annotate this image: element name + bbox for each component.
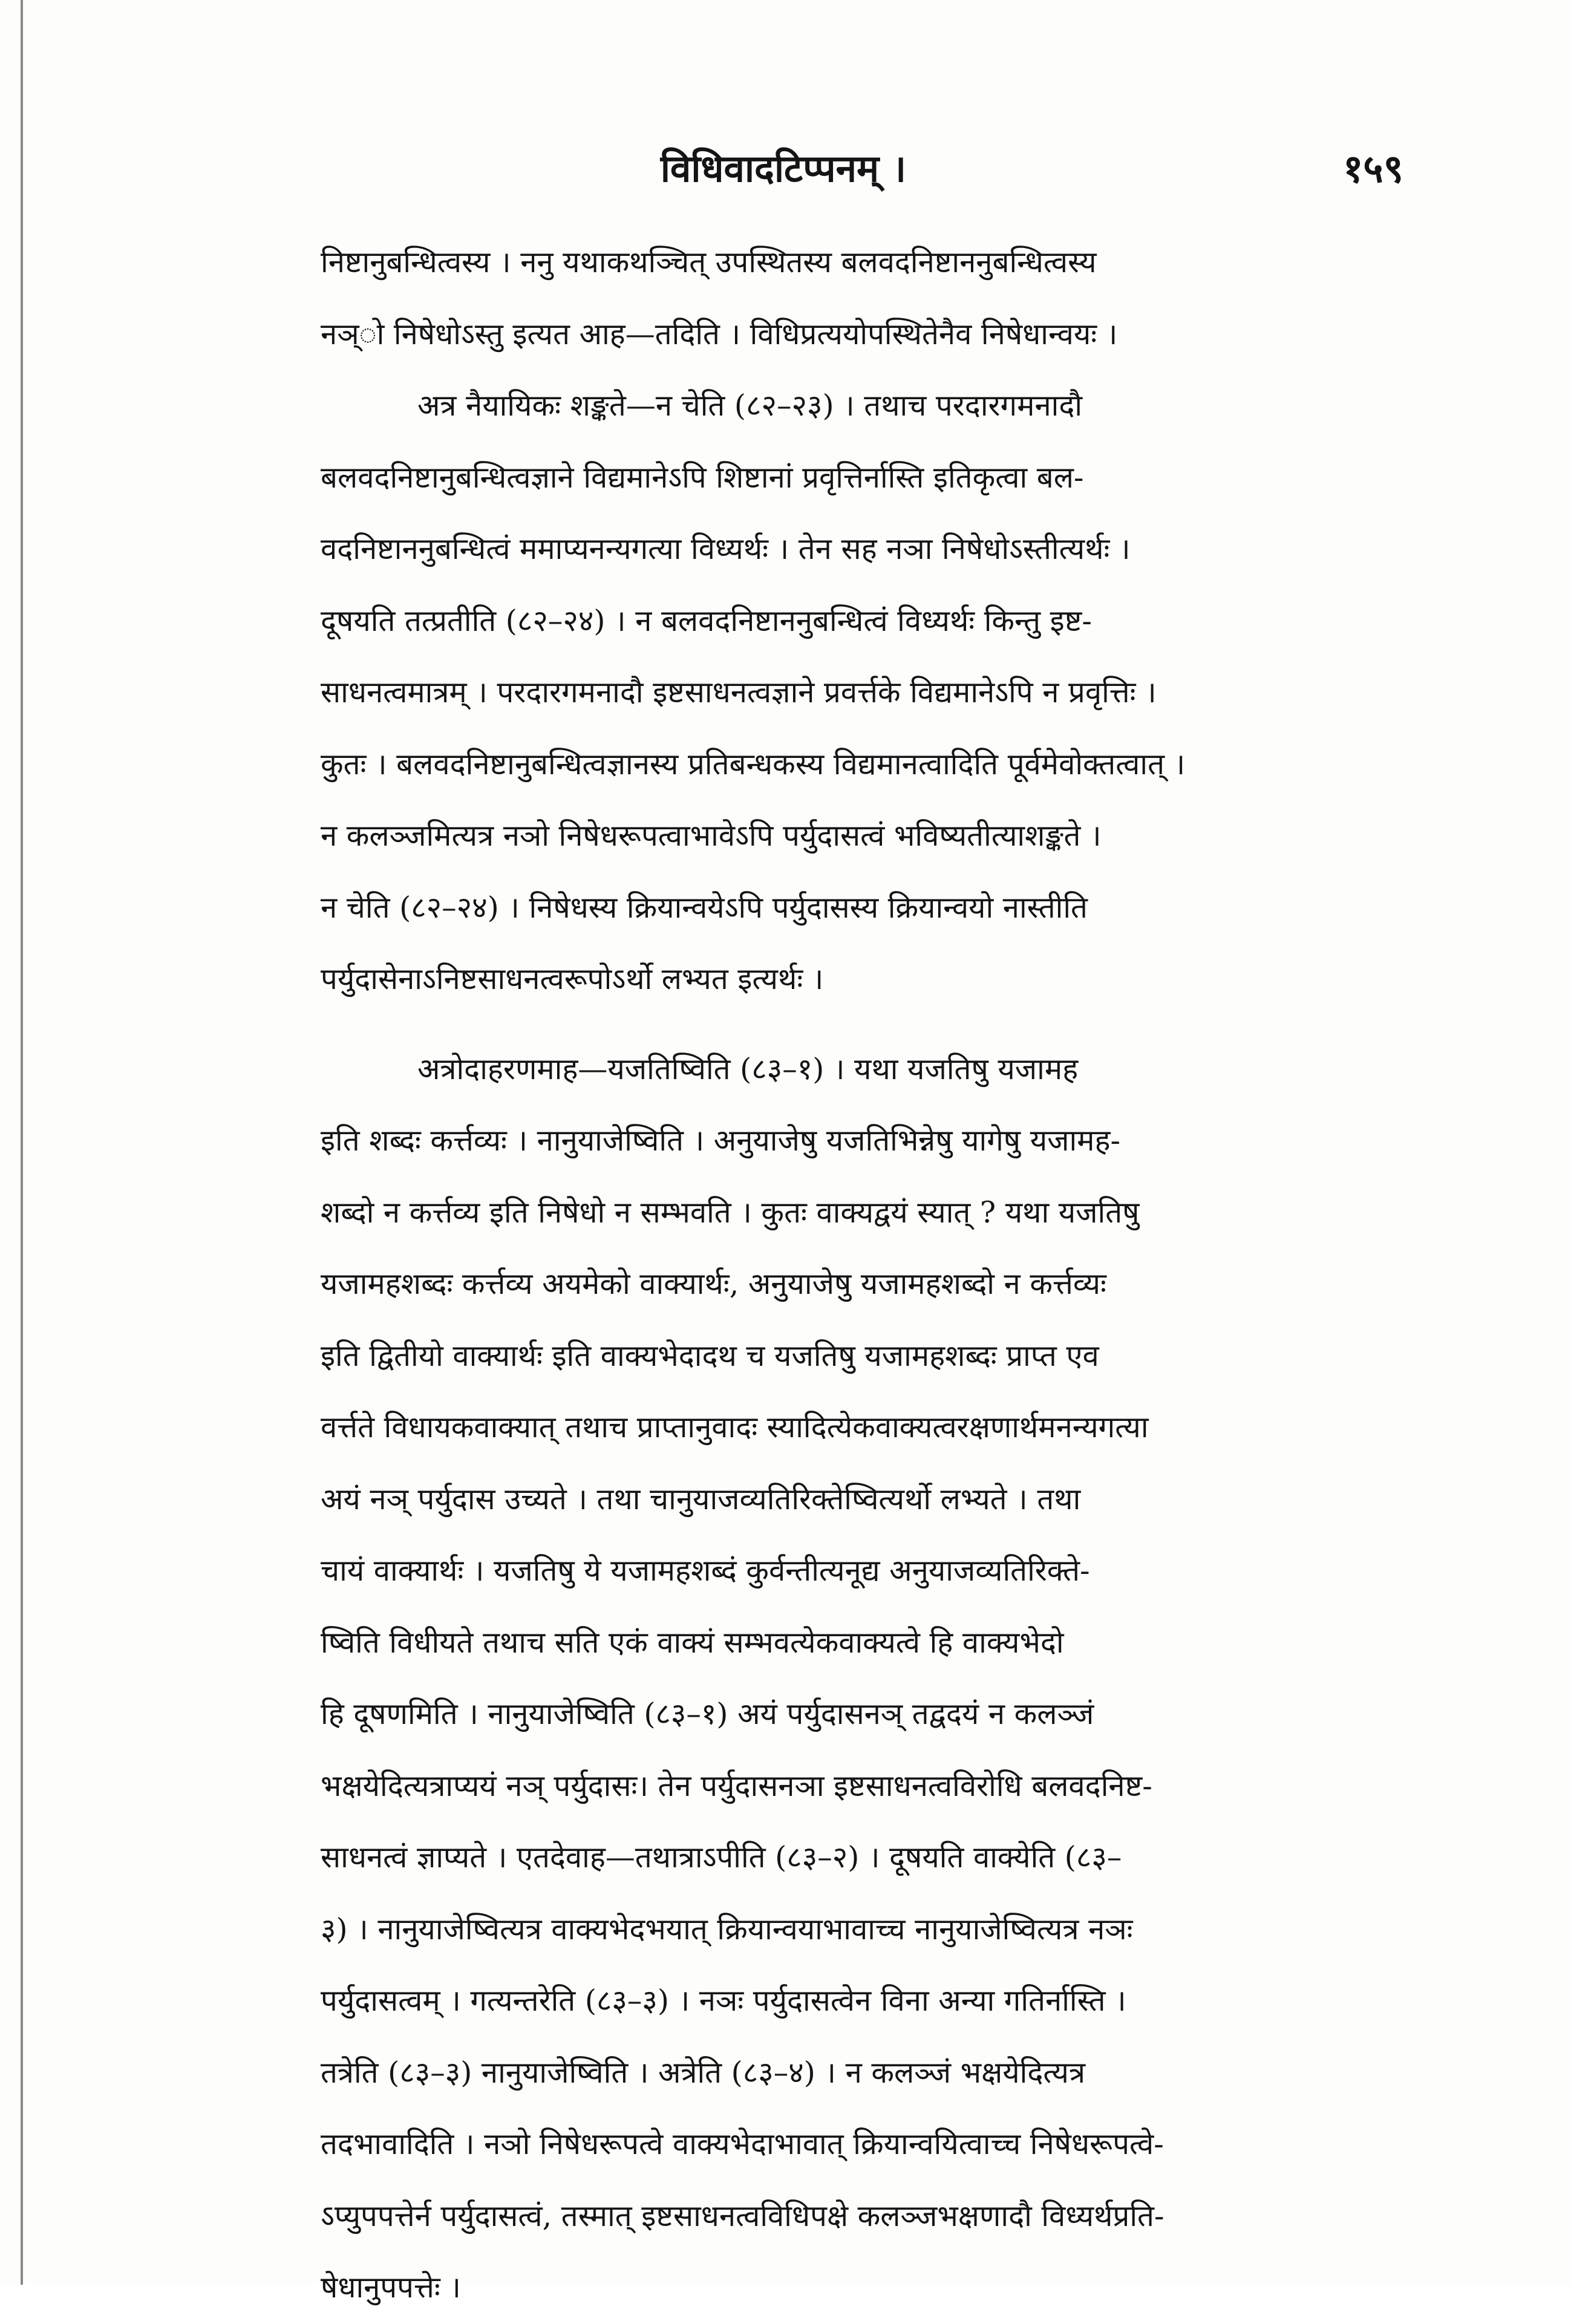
text-line: न कलञ्जमित्यत्र नञो निषेधरूपत्वाभावेऽपि पर्युदासत्वं भविष्यतीत्याशङ्कते । (321, 818, 1102, 853)
text-line: निष्टानुबन्धित्वस्य । ननु यथाकथञ्चित् उपस्थितस्य बलवदनिष्टाननुबन्धित्वस्य (321, 245, 1097, 279)
text-line: तत्रेति (८३–३) नानुयाजेष्विति । अत्रेति (८३–४) । न कलञ्जं भक्षयेदित्यत्र (321, 2055, 1086, 2090)
text-line: नञ्ो निषेधोऽस्तु इत्यत आह—तदिति । विधिप्रत्ययोपस्थितेनैव निषेधान्वयः । (321, 316, 1118, 351)
text-line: तदभावादिति । नञो निषेधरूपत्वे वाक्यभेदाभावात् क्रियान्वयित्वाच्च निषेधरूपत्वे- (321, 2127, 1164, 2161)
paragraph-gap (321, 1016, 1349, 1034)
text-line: कुतः । बलवदनिष्टानुबन्धित्वज्ञानस्य प्रतिबन्धकस्य विद्यमानत्वादिति पूर्वमेवोक्तत्वात् । (321, 746, 1186, 782)
text-line: अत्रोदाहरणमाह—यजतिष्विति (८३–१) । यथा यजतिषु यजामह (417, 1051, 1079, 1086)
text-line: षेधानुपपत्तेः । (321, 2270, 461, 2305)
binding-edge-line (21, 0, 23, 2285)
paragraph-2 (321, 370, 1349, 1016)
text-line: भक्षयेदित्यत्राप्ययं नञ् पर्युदासः। तेन पर्युदासनञा इष्टसाधनत्वविरोधि बलवदनिष्ट- (321, 1768, 1152, 1803)
text-line: पर्युदासत्वम् । गत्यन्तरेति (८३–३) । नञः पर्युदासत्वेन विना अन्या गतिर्नास्ति । (321, 1983, 1126, 2018)
text-line: शब्दो न कर्त्तव्य इति निषेधो न सम्भवति । कुतः वाक्यद्वयं स्यात् ? यथा यजतिषु (321, 1195, 1140, 1230)
text-line: साधनत्वमात्रम् । परदारगमनादौ इष्टसाधनत्वज्ञाने प्रवर्त्तके विद्यमानेऽपि न प्रवृत्तिः । (321, 675, 1157, 710)
text-line: अत्र नैयायिकः शङ्कते—न चेति (८२–२३) । तथाच परदारगमनादौ (417, 388, 1083, 423)
text-line: ३) । नानुयाजेष्वित्यत्र वाक्यभेदभयात् क्रियान्वयाभावाच्च नानुयाजेष्वित्यत्र नञः (321, 1911, 1133, 1947)
text-line: दूषयति तत्प्रतीति (८२–२४) । न बलवदनिष्टाननुबन्धित्वं विध्यर्थः किन्तु इष्ट- (321, 603, 1092, 638)
text-line: चायं वाक्यार्थः । यजतिषु ये यजामहशब्दं कुर्वन्तीत्यनूद्य अनुयाजव्यतिरिक्ते- (321, 1553, 1090, 1588)
text-line: वर्त्तते विधायकवाक्यात् तथाच प्राप्तानुवादः स्यादित्येकवाक्यत्वरक्षणार्थमनन्यगत्या (321, 1410, 1149, 1444)
text-line: इति द्वितीयो वाक्यार्थः इति वाक्यभेदादथ च यजतिषु यजामहशब्दः प्राप्त एव (321, 1338, 1099, 1373)
text-line: साधनत्वं ज्ञाप्यते । एतदेवाह—तथात्राऽपीति (८३–२) । दूषयति वाक्येति (८३– (321, 1840, 1122, 1875)
paragraph-1 (321, 227, 1349, 370)
text-line: हि दूषणमिति । नानुयाजेष्विति (८३–१) अयं पर्युदासनञ् तद्वदयं न कलञ्जं (321, 1697, 1094, 1731)
body-text (321, 227, 1349, 2324)
text-line: ष्विति विधीयते तथाच सति एकं वाक्यं सम्भवत्येकवाक्यत्वे हि वाक्यभेदो (321, 1625, 1064, 1660)
text-line: ऽप्युपपत्तेर्न पर्युदासत्वं, तस्मात् इष्टसाधनत्वविधिपक्षे कलञ्जभक्षणादौ विध्यर्थप्रति- (321, 2198, 1164, 2233)
text-line: बलवदनिष्टानुबन्धित्वज्ञाने विद्यमानेऽपि शिष्टानां प्रवृत्तिर्नास्ति इतिकृत्वा बल- (321, 460, 1084, 495)
text-line: इति शब्दः कर्त्तव्यः । नानुयाजेष्विति । अनुयाजेषु यजतिभिन्नेषु यागेषु यजामह- (321, 1123, 1121, 1158)
paragraph-3 (321, 1034, 1349, 2324)
text-line: यजामहशब्दः कर्त्तव्य अयमेको वाक्यार्थः, अनुयाजेषु यजामहशब्दो न कर्त्तव्यः (321, 1267, 1106, 1301)
page-header (181, 136, 1403, 203)
text-line: पर्युदासेनाऽनिष्टसाधनत्वरूपोऽर्थो लभ्यत इत्यर्थः । (321, 962, 824, 996)
text-line: वदनिष्टाननुबन्धित्वं ममाप्यनन्यगत्या विध्यर्थः । तेन सह नञा निषेधोऽस्तीत्यर्थः । (321, 532, 1131, 566)
text-line: अयं नञ् पर्युदास उच्यते । तथा चानुयाजव्यतिरिक्तेष्वित्यर्थो लभ्यते । तथा (321, 1481, 1081, 1516)
page-number: १५९ (1343, 146, 1403, 192)
running-title: विधिवादटिप्पनम् । (660, 146, 907, 191)
text-line: न चेति (८२–२४) । निषेधस्य क्रियान्वयेऽपि पर्युदासस्य क्रियान्वयो नास्तीति (321, 890, 1088, 925)
